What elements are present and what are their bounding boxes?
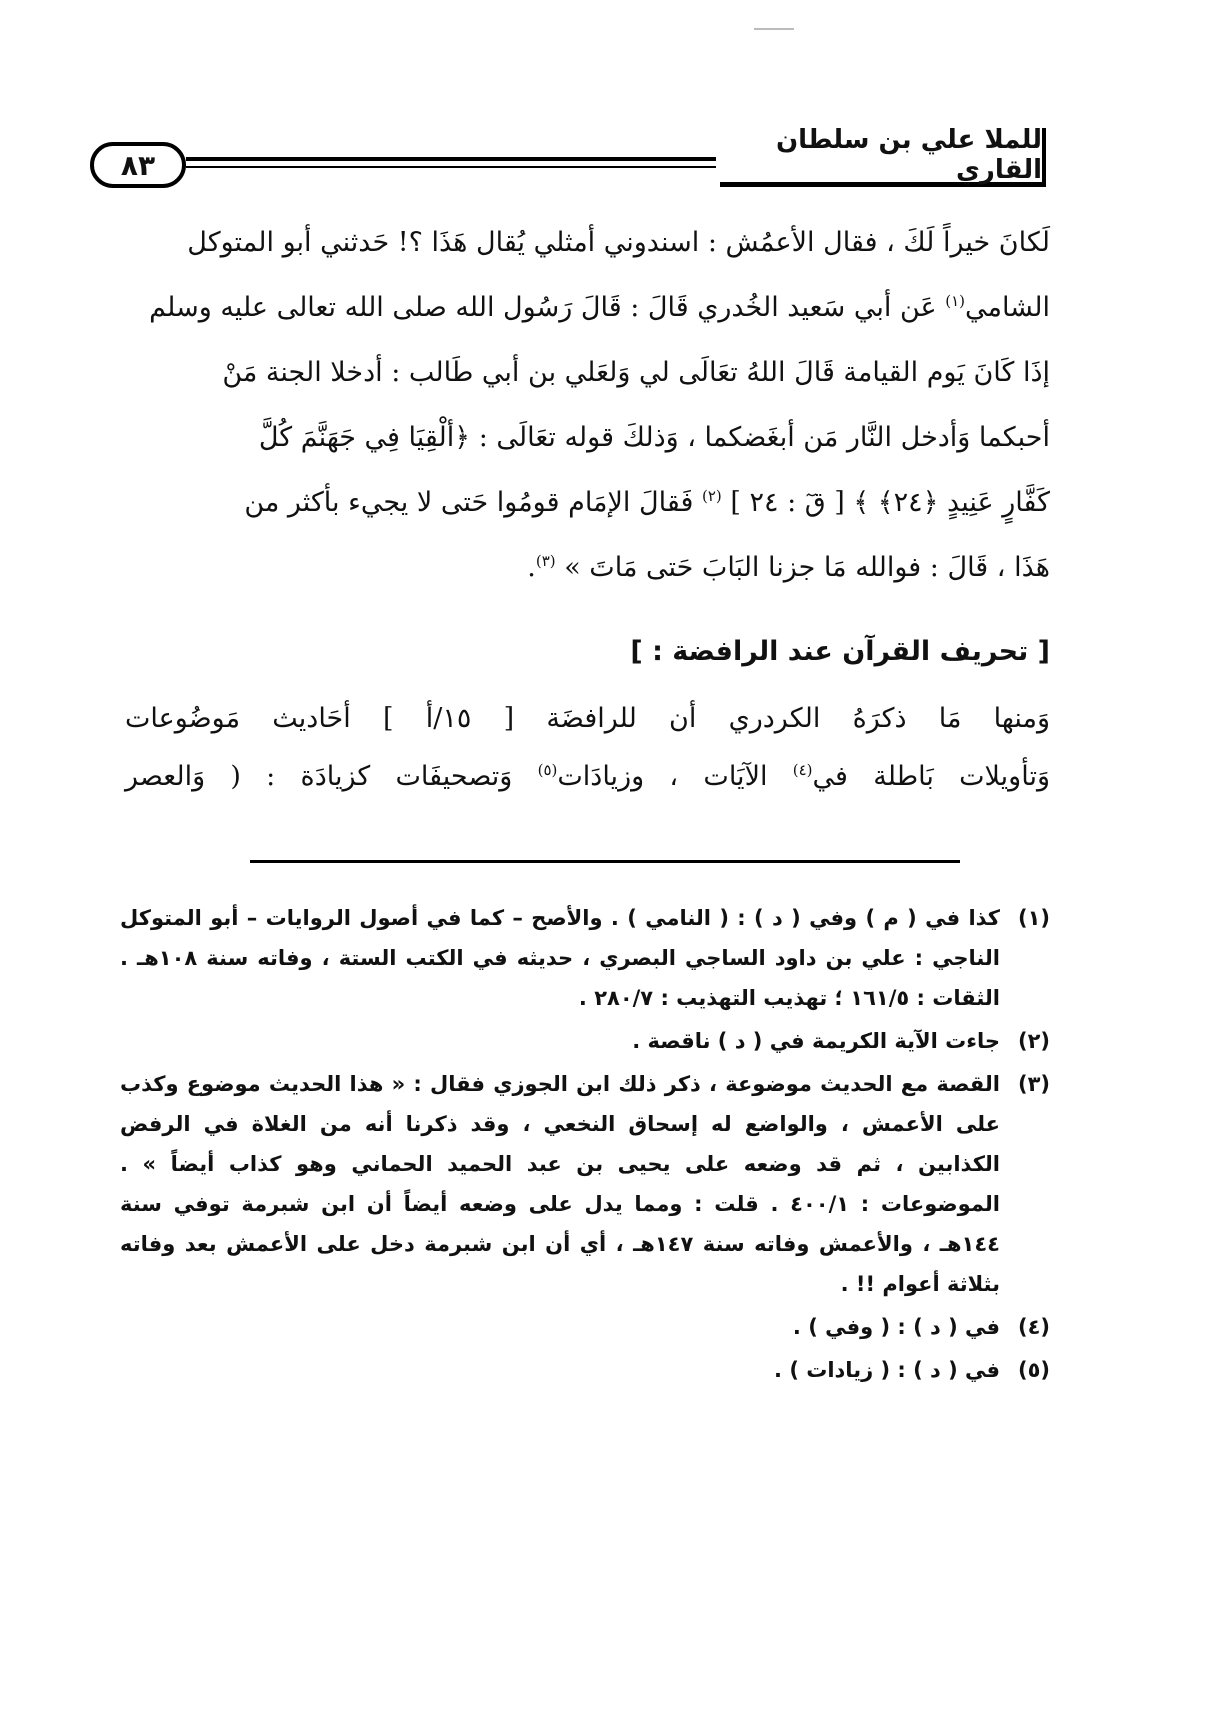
section-paragraph: [125, 690, 1050, 806]
line-text: وَمنها مَا ذكرَهُ الكردري أن للرافضَة [ ١٥/أ ] أحَاديث مَوضُوعات: [125, 703, 1051, 734]
text-line: [125, 210, 1050, 275]
text-line: [125, 470, 1050, 535]
footnote-ref: (٥): [537, 761, 558, 779]
line-text: وَتأويلات بَاطلة في: [812, 761, 1050, 792]
text-line: [125, 275, 1050, 340]
line-text: فَقالَ الإمَام قومُوا حَتى لا يجيء بأكثر من: [244, 487, 702, 518]
scan-artifact: [754, 28, 794, 30]
line-text: .: [527, 552, 536, 583]
header-rule-thick: [186, 157, 716, 161]
footnote-text: في ( د ) : ( زيادات ) .: [774, 1358, 1000, 1382]
main-paragraph: [125, 210, 1050, 600]
footnote: [120, 1064, 1050, 1304]
header-rule-thin: [186, 166, 716, 168]
footnote-ref: (٤): [792, 761, 813, 779]
footnote-number: (٥): [1017, 1358, 1050, 1382]
footnote-text: في ( د ) : ( وفي ) .: [792, 1315, 1000, 1339]
text-line: [125, 405, 1050, 470]
text-line: [125, 535, 1050, 600]
footnote-ref: (٣): [535, 552, 556, 570]
line-text: الآيَات ، وزيادَات: [557, 761, 793, 792]
footnote-ref: (١): [945, 292, 965, 310]
text-line: [125, 340, 1050, 405]
line-text: لَكانَ خيراً لَكَ ، فقال الأعمُش : اسندوني أمثلي يُقال هَذَا ؟! حَدثني أبو المتوكل: [187, 227, 1050, 258]
footnote: [120, 1021, 1050, 1061]
footnote: [120, 898, 1050, 1018]
footnote-text: القصة مع الحديث موضوعة ، ذكر ذلك ابن الجوزي فقال : « هذا الحديث موضوع وكذب على الأعمش ، والواضع له إسحاق النخعي ، وقد ذكرنا أنه من الغلاة في الرفض الكذابين ، ثم قد وضعه على يحيى بن عبد الحميد الحماني وهو كذاب أيضاً » . الموضوعات : ٤٠٠/١ . قلت : ومما يدل على وضعه أيضاً أن ابن شبرمة توفي سنة ١٤٤هـ ، والأعمش وفاته سنة ١٤٧هـ ، أي أن ابن شبرمة دخل على الأعمش بعد وفاته بثلاثة أعوام !! .: [120, 1072, 1001, 1296]
footnote-ref: (٢): [702, 487, 722, 505]
quran-verse-line: أحبكما وَأدخل النَّار مَن أبغَضكما ، وَذلكَ قوله تعَالَى : ﴿ألْقِيَا فِي جَهَنَّمَ كُلَّ: [258, 422, 1050, 453]
running-title: للملا علي بن سلطان القاري: [720, 128, 1046, 187]
line-text: الشامي: [964, 292, 1050, 323]
line-text: إذَا كَانَ يَوم القيامة قَالَ اللهُ تعَالَى لي وَلعَلي بن أبي طَالب : أدخلا الجنة مَنْ: [222, 357, 1050, 388]
footnote-number: (٣): [1017, 1072, 1050, 1096]
footnote-number: (٤): [1017, 1315, 1050, 1339]
quran-verse-line: كَفَّارٍ عَنِيدٍ ﴿٢٤﴾ ﴾ [ قٓ : ٢٤ ]: [721, 487, 1050, 518]
footnote-number: (١): [1017, 906, 1050, 930]
section-heading: [ تحريف القرآن عند الرافضة : ]: [630, 636, 1050, 667]
footnote-text: جاءت الآية الكريمة في ( د ) ناقصة .: [632, 1029, 1000, 1053]
footnote: [120, 1350, 1050, 1390]
page-header: [90, 125, 1046, 190]
footnote: [120, 1307, 1050, 1347]
text-line: [125, 690, 1050, 748]
footnote-number: (٢): [1017, 1029, 1050, 1053]
footnote-text: كذا في ( م ) وفي ( د ) : ( النامي ) . والأصح – كما في أصول الروايات – أبو المتوكل الناجي : علي بن داود الساجي البصري ، حديثه في الكتب الستة ، وفاته سنة ١٠٨هـ . الثقات : ١٦١/٥ ؛ تهذيب التهذيب : ٢٨٠/٧ .: [120, 906, 1001, 1010]
line-text: عَن أبي سَعيد الخُدري قَالَ : قَالَ رَسُول الله صلى الله تعالى عليه وسلم: [149, 292, 946, 323]
line-text: وَتصحيفَات كزيادَة : ( وَالعصر: [125, 761, 538, 792]
line-text: هَذَا ، قَالَ : فوالله مَا جزنا البَابَ حَتى مَاتَ »: [555, 552, 1050, 583]
page-number-badge: ٨٣: [90, 142, 186, 188]
footnote-separator: [250, 860, 960, 863]
text-line: [125, 748, 1050, 806]
footnotes: [120, 898, 1050, 1390]
